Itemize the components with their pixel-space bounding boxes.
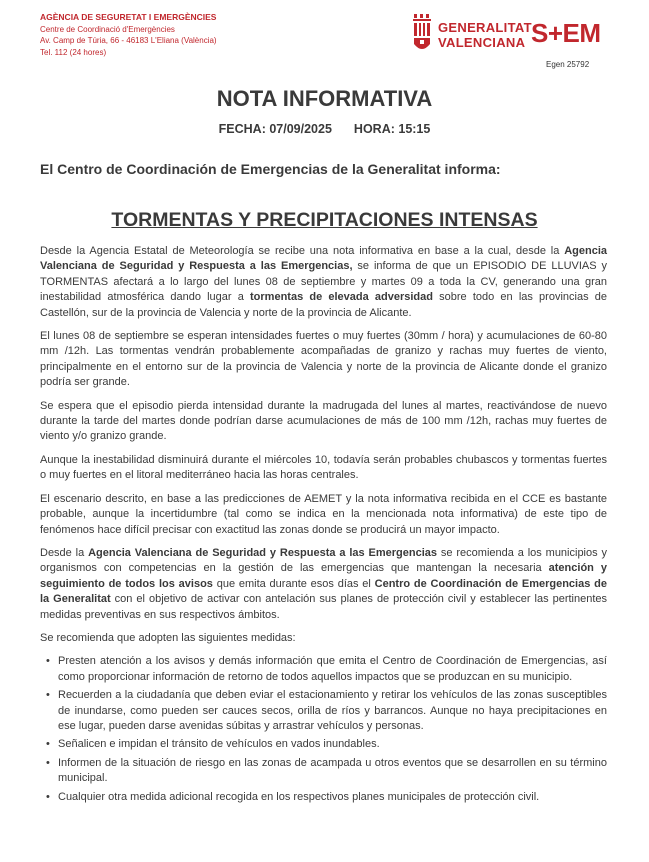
list-item-text: Cualquier otra medida adicional recogida en los respectivos planes municipales de protección civil. xyxy=(58,790,540,803)
bold-attention: atención y seguimiento de todos los avisos xyxy=(40,562,608,590)
bold-agency-name: Agencia Valenciana de Seguridad y Respuesta a las Emergencias xyxy=(88,546,438,559)
agency-name: AGÈNCIA DE SEGURETAT I EMERGÈNCIES xyxy=(40,12,217,22)
list-item-text: Presten atención a los avisos y demás información que emita el Centro de Coordinación de Emergencias, así como proporcionar información de retorno de todos aquellos impactos que se produzcan en su municipio. xyxy=(58,655,607,683)
measures-list xyxy=(40,654,607,805)
list-item xyxy=(40,756,607,787)
agency-center: Centre de Coordinació d'Emergències xyxy=(40,24,175,34)
list-item xyxy=(40,654,607,685)
generalitat-valenciana-logo xyxy=(412,14,530,58)
bullet-icon: • xyxy=(46,790,50,803)
paragraph-scenario: El escenario descrito, en base a las predicciones de AEMET y la nota informativa recibida en el CCE es bastante probable, aunque la incertidumbre (tal como se indica en la mencionada nota informativa) de este tipo de fenómenos hace difícil precisar con exactitud las zonas donde se producirá un mayor impacto. xyxy=(40,492,607,536)
list-item xyxy=(40,737,607,752)
paragraph-monday: El lunes 08 de septiembre se esperan intensidades fuertes o muy fuertes (30mm / hora) y acumulaciones de 60-80 mm /12h. Las tormentas vendrán probablemente acompañadas de granizo y rachas muy fuertes de viento, principalmente en el entorno sur de la provincia de Valencia y norte de la provincia de Alicante donde el granizo podría ser grande. xyxy=(40,330,607,389)
paragraph-wednesday: Aunque la inestabilidad disminuirá durante el miércoles 10, todavía serán probables chubascos y tormentas fuertes o muy fuertes en el litoral mediterráneo hacia las horas centrales. xyxy=(40,453,607,482)
generalitat-wordmark xyxy=(438,21,532,50)
bullet-icon: • xyxy=(46,756,50,769)
generalitat-line2: VALENCIANA xyxy=(438,34,526,50)
informs-statement: El Centro de Coordinación de Emergencias de la Generalitat informa: xyxy=(40,161,501,177)
text-run: se informa de que un EPISODIO DE LLUVIAS y TORMENTAS afectará a lo largo del lunes 08 de septiembre y martes 09 a toda la CV, generando una gran inestabilidad atmosférica dando lugar a xyxy=(40,260,607,304)
text-run: Desde la Agencia Estatal de Meteorología se recibe una nota informativa en base a la cual, desde la xyxy=(40,245,565,257)
paragraph-intro xyxy=(40,244,607,321)
paragraph-measures-intro: Se recomienda que adopten las siguientes medidas: xyxy=(40,631,296,644)
list-item-text: Informen de la situación de riesgo en las zonas de acampada u otros eventos que se desarrollen en su término municipal. xyxy=(58,756,607,785)
list-item xyxy=(40,790,607,805)
bold-storm-adversity: tormentas de elevada adversidad xyxy=(250,291,433,304)
alert-headline: TORMENTAS Y PRECIPITACIONES INTENSAS xyxy=(111,209,538,231)
text-run: sobre todo en las provincias de Castellón, sur de la provincia de Valencia y norte de la provincia de Alicante. xyxy=(40,291,607,319)
generalitat-line1: GENERALITAT xyxy=(438,20,532,35)
date-time-line xyxy=(0,122,649,136)
sem-logo: S+EM xyxy=(531,18,601,48)
bullet-icon: • xyxy=(46,689,50,702)
date-label: FECHA: 07/09/2025 xyxy=(218,122,332,136)
bold-agency-name: Agencia Valenciana de Seguridad y Respuesta a las Emergencias, xyxy=(40,245,607,273)
paragraph-tuesday: Se espera que el episodio pierda intensidad durante la madrugada del lunes al martes, reactivándose de nuevo durante la tarde del martes donde podrían darse acumulaciones de más de 100 mm /12h, rachas muy fuertes de viento y/o granizo grande. xyxy=(40,399,607,443)
egen-reference: Egen 25792 xyxy=(546,60,590,69)
bullet-icon: • xyxy=(46,655,50,668)
agency-info xyxy=(40,12,217,58)
agency-address: Av. Camp de Túria, 66 - 46183 L'Eliana (València) xyxy=(40,36,217,45)
text-run: se recomienda a los municipios y organismos con competencias en la gestión de las emergencias que mantengan la necesaria xyxy=(40,546,607,575)
bullet-icon: • xyxy=(46,738,50,751)
generalitat-shield-icon xyxy=(412,14,434,54)
list-item xyxy=(40,688,607,734)
list-item-text: Recuerden a la ciudadanía que deben eviar el estacionamiento y retirar los vehículos de las zonas susceptibles de inundarse, como pueden ser cauces secos, orilla de ríos y barrancos. Aunque no haya precipitaciones en ese lugar, pueden darse avenidas súbitas y arrastrar vehículos y personas. xyxy=(58,689,607,732)
document-body xyxy=(40,244,607,808)
list-item-text: Señalicen e impidan el tránsito de vehículos en vados inundables. xyxy=(58,738,380,751)
text-run: con el objetivo de activar con antelación sus planes de protección civil y establecer las pertinentes medidas preventivas en sus respectivos ámbitos. xyxy=(40,593,608,621)
document-title: NOTA INFORMATIVA xyxy=(216,86,433,111)
document-header xyxy=(0,0,649,80)
paragraph-recommendation xyxy=(40,546,607,623)
text-run: Desde la xyxy=(40,546,89,559)
time-label: HORA: 15:15 xyxy=(353,122,431,136)
agency-phone: Tel. 112 (24 hores) xyxy=(40,47,107,57)
text-run: que emita durante esos días el xyxy=(212,577,375,590)
bold-center-name: Centro de Coordinación de Emergencias de la Generalitat xyxy=(40,577,607,606)
